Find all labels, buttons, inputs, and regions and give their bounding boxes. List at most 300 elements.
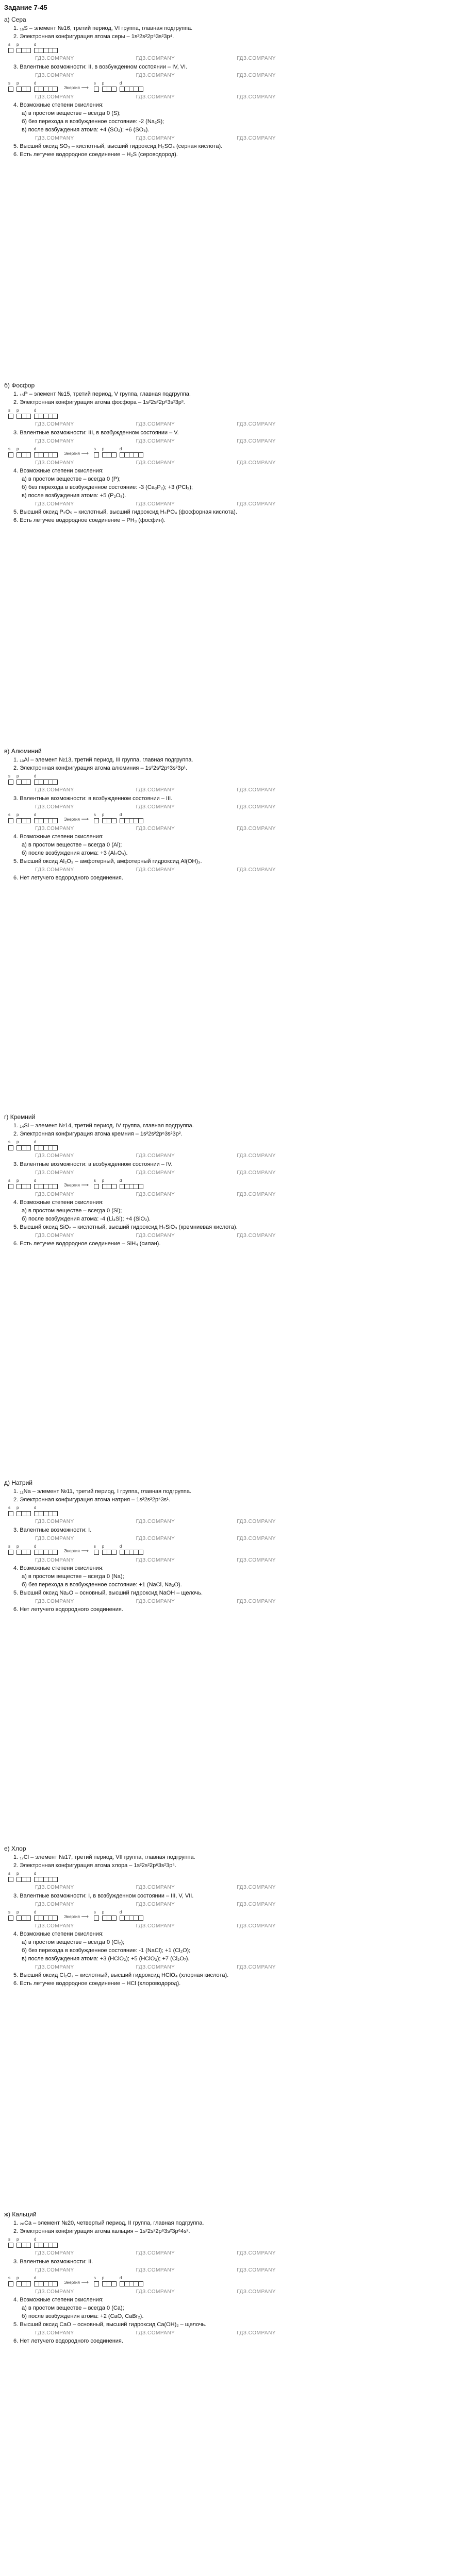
watermark-row: [35, 1557, 458, 1564]
watermark-row: [35, 2250, 458, 2257]
excitation-label: Энергия: [64, 817, 80, 822]
orbital-group: [16, 42, 30, 53]
orbital-cells: [102, 87, 116, 92]
orbital-cell: [8, 1145, 13, 1150]
orbital-label: s: [8, 42, 10, 47]
orbital-group: [34, 1910, 57, 1921]
orbital-label: p: [16, 42, 19, 47]
watermark-row: [35, 1901, 458, 1908]
watermark: ГДЗ.COMPANY: [35, 72, 74, 78]
orbital-group: [16, 1871, 30, 1882]
watermark-row: [35, 501, 458, 508]
watermark: ГДЗ.COMPANY: [237, 825, 276, 832]
orbital-cell: [94, 452, 99, 457]
electron-diagram: [8, 447, 458, 457]
orbital-cell: [8, 1184, 13, 1189]
orbital-label: d: [34, 812, 37, 818]
orbital-cells: [34, 2243, 57, 2248]
orbital-cells: [8, 1916, 13, 1921]
watermark-row: [35, 2267, 458, 2274]
orbital-cell: [138, 452, 143, 457]
orbital-cells: [8, 779, 13, 785]
text-line: 5. Высший оксид SiO₂ – кислотный, высший гидроксид H₂SiO₃ (кремниевая кислота).: [13, 1224, 238, 1230]
watermark: ГДЗ.COMPANY: [136, 1170, 175, 1176]
element-section: [4, 381, 458, 742]
orbital-group: [16, 1544, 30, 1555]
watermark: ГДЗ.COMPANY: [35, 1153, 74, 1159]
watermark: ГДЗ.COMPANY: [35, 421, 74, 428]
orbital-cells: [120, 452, 143, 457]
section-heading: а) Сера: [4, 15, 26, 23]
orbital-group: [8, 1505, 13, 1516]
orbital-label: d: [34, 42, 37, 47]
orbital-group: [120, 1178, 143, 1189]
page-title: Задание 7-45: [4, 4, 47, 11]
sub-line: а) в простом веществе – всегда 0 (Ca);: [22, 2305, 124, 2312]
watermark: ГДЗ.COMPANY: [35, 867, 74, 873]
electron-diagram: [8, 774, 458, 785]
watermark: ГДЗ.COMPANY: [35, 2330, 74, 2336]
section-heading: г) Кремний: [4, 1113, 36, 1121]
orbital-cells: [8, 818, 13, 823]
orbital-cells: [120, 818, 143, 823]
orbital-label: p: [16, 1910, 19, 1915]
orbital-label: p: [102, 2276, 105, 2281]
orbital-label: p: [16, 447, 19, 452]
watermark-row: [35, 1535, 458, 1543]
text-line: 3. Валентные возможности: I, в возбужденном состоянии – III, V, VII.: [13, 1892, 194, 1899]
orbital-cells: [94, 452, 98, 457]
orbital-group: [34, 1140, 57, 1150]
orbital-cells: [16, 2243, 30, 2248]
orbital-label: s: [8, 447, 10, 452]
watermark: ГДЗ.COMPANY: [136, 2330, 175, 2336]
orbital-cell: [111, 452, 117, 457]
text-line: 6. Нет летучего водородного соединения.: [13, 1606, 123, 1613]
watermark: ГДЗ.COMPANY: [237, 1885, 276, 1891]
orbital-cell: [111, 1550, 117, 1555]
watermark: ГДЗ.COMPANY: [237, 1232, 276, 1239]
orbital-label: p: [102, 812, 105, 818]
watermark: ГДЗ.COMPANY: [35, 1557, 74, 1563]
orbital-label: p: [16, 2237, 19, 2242]
orbital-cell: [8, 1916, 13, 1921]
orbital-label: s: [93, 812, 96, 818]
orbital-group: [34, 1505, 57, 1516]
watermark-row: [35, 1518, 458, 1526]
orbital-label: d: [34, 1140, 37, 1145]
orbital-cell: [138, 2281, 143, 2286]
text-line: 3. Валентные возможности: II, в возбужденном состоянии – IV, VI.: [13, 63, 188, 70]
text-line: 6. Нет летучего водородного соединения.: [13, 2338, 123, 2345]
orbital-label: p: [102, 81, 105, 86]
text-line: 5. Высший оксид Na₂O – основный, высший гидроксид NaOH – щелочь.: [13, 1589, 203, 1596]
orbital-cells: [8, 1877, 13, 1882]
text-line: 4. Возможные степени окисления:: [13, 1199, 104, 1206]
orbital-cells: [16, 1877, 30, 1882]
watermark-row: [35, 1232, 458, 1240]
orbital-label: p: [16, 1505, 19, 1511]
excitation-arrow: Энергия ⟶: [64, 1914, 89, 1920]
orbital-label: p: [16, 81, 19, 86]
watermark-row: [35, 2289, 458, 2296]
watermark: ГДЗ.COMPANY: [237, 438, 276, 444]
orbital-cells: [8, 1511, 13, 1516]
orbital-label: s: [93, 1178, 96, 1183]
text-line: 5. Высший оксид Cl₂O₇ – кислотный, высший гидроксид HClO₄ (хлорная кислота).: [13, 1972, 229, 1979]
sub-line: б) без перехода в возбужденное состояние: -3 (Ca₃P₂); +3 (PCl₃);: [22, 484, 193, 491]
orbital-cell: [8, 87, 13, 92]
orbital-group: [94, 2276, 98, 2286]
orbital-group: [102, 2276, 116, 2286]
orbital-group: [94, 447, 98, 457]
orbital-cell: [8, 48, 13, 53]
excitation-arrow: Энергия ⟶: [64, 85, 89, 91]
orbital-cells: [94, 87, 98, 92]
orbital-cell: [53, 1184, 58, 1189]
text-line: 4. Возможные степени окисления:: [13, 102, 104, 109]
orbital-cell: [138, 1916, 143, 1921]
watermark: ГДЗ.COMPANY: [35, 135, 74, 141]
watermark: ГДЗ.COMPANY: [237, 1535, 276, 1541]
sub-line: б) после возбуждения атома: +2 (CaO, CaBr₂).: [22, 2313, 144, 2320]
orbital-cell: [26, 1145, 31, 1150]
orbital-label: p: [16, 408, 19, 413]
orbital-cell: [94, 1550, 99, 1555]
orbital-group: [16, 1178, 30, 1189]
watermark: ГДЗ.COMPANY: [35, 460, 74, 466]
text-line: 1. ₁₇Cl – элемент №17, третий период, VII группа, главная подгруппа.: [13, 1854, 195, 1860]
sub-line: б) без перехода в возбужденное состояние: +1 (NaCl, Na₂O).: [22, 1582, 182, 1588]
orbital-cell: [8, 452, 13, 457]
watermark: ГДЗ.COMPANY: [237, 2330, 276, 2336]
watermark: ГДЗ.COMPANY: [136, 2289, 175, 2295]
watermark: ГДЗ.COMPANY: [35, 2267, 74, 2273]
orbital-cells: [16, 87, 30, 92]
orbital-cell: [111, 2281, 117, 2286]
orbital-group: [16, 1910, 30, 1921]
text-line: 3. Валентные возможности: III, в возбужденном состоянии – V.: [13, 429, 179, 436]
orbital-cells: [120, 1916, 143, 1921]
watermark-row: [35, 1964, 458, 1971]
watermark: ГДЗ.COMPANY: [136, 1598, 175, 1604]
orbital-cells: [8, 1550, 13, 1555]
orbital-group: [8, 42, 13, 53]
orbital-cells: [8, 1145, 13, 1150]
excitation-arrow: Энергия ⟶: [64, 1548, 89, 1554]
excitation-label: Энергия: [64, 1183, 80, 1188]
orbital-cells: [120, 1550, 143, 1555]
text-line: 6. Есть летучее водородное соединение – PH₃ (фосфин).: [13, 517, 166, 524]
orbital-cells: [34, 1877, 57, 1882]
watermark: ГДЗ.COMPANY: [237, 787, 276, 793]
orbital-label: d: [34, 774, 37, 779]
orbital-group: [8, 408, 13, 419]
orbital-cell: [94, 818, 99, 823]
orbital-group: [8, 1871, 13, 1882]
orbital-group: [94, 81, 98, 92]
watermark-row: [35, 72, 458, 79]
orbital-label: d: [119, 812, 122, 818]
orbital-label: s: [8, 1178, 10, 1183]
watermark: ГДЗ.COMPANY: [237, 94, 276, 100]
watermark-row: [35, 1153, 458, 1160]
watermark: ГДЗ.COMPANY: [35, 787, 74, 793]
orbital-group: [34, 81, 57, 92]
orbital-cell: [53, 452, 58, 457]
orbital-cell: [94, 1916, 99, 1921]
text-line: 5. Высший оксид CaO – основный, высший гидроксид Ca(OH)₂ – щелочь.: [13, 2321, 207, 2328]
watermark-row: [35, 804, 458, 811]
orbital-label: d: [34, 2276, 37, 2281]
watermark: ГДЗ.COMPANY: [237, 804, 276, 810]
watermark-row: [35, 1884, 458, 1891]
orbital-label: s: [8, 2237, 10, 2242]
text-line: 1. ₁₃Al – элемент №13, третий период, III группа, главная подгруппа.: [13, 756, 193, 763]
watermark-row: [35, 2330, 458, 2337]
text-line: 1. ₁₅P – элемент №15, третий период, V группа, главная подгруппа.: [13, 391, 191, 397]
text-line: 2. Электронная конфигурация атома хлора – 1s²2s²2p⁶3s²3p⁵.: [13, 1862, 176, 1869]
orbital-group: [8, 812, 13, 823]
orbital-label: d: [34, 408, 37, 413]
watermark: ГДЗ.COMPANY: [35, 1191, 74, 1197]
orbital-cell: [94, 2281, 99, 2286]
watermark: ГДЗ.COMPANY: [136, 501, 175, 507]
orbital-label: s: [8, 1140, 10, 1145]
orbital-cell: [94, 87, 99, 92]
watermark-row: [35, 438, 458, 445]
orbital-cells: [16, 2281, 30, 2286]
orbital-cell: [53, 779, 58, 785]
watermark: ГДЗ.COMPANY: [237, 501, 276, 507]
orbital-group: [8, 1140, 13, 1150]
electron-diagram: [8, 81, 458, 92]
watermark: ГДЗ.COMPANY: [136, 1923, 175, 1929]
text-line: 6. Есть летучее водородное соединение – SiH₄ (силан).: [13, 1241, 161, 1247]
watermark: ГДЗ.COMPANY: [237, 1557, 276, 1563]
orbital-cells: [120, 2281, 143, 2286]
watermark: ГДЗ.COMPANY: [136, 1885, 175, 1891]
orbital-cell: [8, 1550, 13, 1555]
watermark-row: [35, 55, 458, 62]
electron-diagram: [8, 42, 458, 53]
text-line: 3. Валентные возможности: в возбужденном состоянии – IV.: [13, 1161, 173, 1167]
text-line: 3. Валентные возможности: в возбужденном состоянии – III.: [13, 795, 173, 802]
text-line: 3. Валентные возможности: I.: [13, 1527, 92, 1533]
watermark: ГДЗ.COMPANY: [136, 460, 175, 466]
orbital-group: [16, 408, 30, 419]
element-section: [4, 1113, 458, 1473]
orbital-cell: [26, 414, 31, 419]
sub-line: в) после возбуждения атома: +5 (P₂O₅).: [22, 492, 126, 499]
watermark: ГДЗ.COMPANY: [136, 421, 175, 428]
orbital-cell: [53, 1550, 58, 1555]
orbital-cell: [26, 87, 31, 92]
orbital-label: d: [34, 1910, 37, 1915]
electron-diagram: [8, 1178, 458, 1189]
watermark: ГДЗ.COMPANY: [136, 1519, 175, 1525]
sub-line: а) в простом веществе – всегда 0 (Al);: [22, 842, 122, 849]
orbital-group: [102, 447, 116, 457]
orbital-label: s: [93, 81, 96, 86]
orbital-cell: [53, 87, 58, 92]
orbital-cells: [16, 1145, 30, 1150]
orbital-group: [8, 1178, 13, 1189]
watermark: ГДЗ.COMPANY: [136, 1964, 175, 1970]
orbital-group: [8, 2276, 13, 2286]
text-line: 5. Высший оксид Al₂O₃ – амфотерный, амфотерный гидроксид Al(OH)₃.: [13, 858, 202, 865]
orbital-label: d: [119, 1544, 122, 1549]
orbital-group: [94, 812, 98, 823]
watermark: ГДЗ.COMPANY: [136, 1901, 175, 1907]
orbital-cell: [53, 818, 58, 823]
watermark: ГДЗ.COMPANY: [35, 2250, 74, 2257]
text-line: 4. Возможные степени окисления:: [13, 1565, 104, 1572]
orbital-label: p: [16, 812, 19, 818]
orbital-cells: [34, 1511, 57, 1516]
watermark: ГДЗ.COMPANY: [136, 2250, 175, 2257]
watermark: ГДЗ.COMPANY: [136, 1535, 175, 1541]
watermark: ГДЗ.COMPANY: [35, 501, 74, 507]
orbital-label: s: [8, 1871, 10, 1876]
orbital-label: s: [8, 408, 10, 413]
electron-diagram: [8, 1140, 458, 1150]
orbital-group: [8, 1910, 13, 1921]
watermark: ГДЗ.COMPANY: [237, 2289, 276, 2295]
orbital-cell: [26, 1511, 31, 1516]
excitation-label: Энергия: [64, 2280, 80, 2285]
orbital-cells: [8, 2243, 13, 2248]
orbital-cell: [8, 2281, 13, 2286]
watermark: ГДЗ.COMPANY: [136, 1153, 175, 1159]
orbital-cells: [34, 48, 57, 53]
orbital-cell: [26, 1184, 31, 1189]
orbital-group: [102, 1178, 116, 1189]
orbital-cells: [94, 1550, 98, 1555]
element-section: [4, 1844, 458, 2205]
orbital-label: s: [93, 2276, 96, 2281]
orbital-cell: [26, 48, 31, 53]
orbital-cells: [120, 1184, 143, 1189]
orbital-cells: [8, 87, 13, 92]
watermark: ГДЗ.COMPANY: [237, 56, 276, 62]
orbital-label: s: [93, 1910, 96, 1915]
electron-diagram: [8, 1910, 458, 1921]
sub-line: б) после возбуждения атома: +3 (Al₂O₃).: [22, 850, 128, 857]
watermark: ГДЗ.COMPANY: [35, 94, 74, 100]
orbital-cells: [120, 87, 143, 92]
watermark: ГДЗ.COMPANY: [35, 1519, 74, 1525]
orbital-label: s: [8, 1910, 10, 1915]
text-line: 4. Возможные степени окисления:: [13, 468, 104, 474]
sections-container: [4, 15, 458, 2576]
text-line: 4. Возможные степени окисления:: [13, 2297, 104, 2303]
orbital-group: [34, 812, 57, 823]
orbital-group: [8, 447, 13, 457]
watermark-row: [35, 825, 458, 833]
orbital-group: [34, 2237, 57, 2248]
watermark: ГДЗ.COMPANY: [35, 1964, 74, 1970]
orbital-group: [120, 2276, 143, 2286]
watermark: ГДЗ.COMPANY: [35, 56, 74, 62]
watermark: ГДЗ.COMPANY: [237, 1923, 276, 1929]
orbital-cell: [111, 87, 117, 92]
orbital-label: s: [8, 81, 10, 86]
orbital-label: p: [102, 447, 105, 452]
orbital-cells: [34, 452, 57, 457]
electron-diagram: [8, 2276, 458, 2286]
orbital-group: [120, 1910, 143, 1921]
watermark: ГДЗ.COMPANY: [136, 94, 175, 100]
sub-line: б) после возбуждения атома: -4 (Li₄Si); +4 (SiO₂).: [22, 1216, 151, 1223]
orbital-label: d: [34, 447, 37, 452]
orbital-cell: [111, 1184, 117, 1189]
orbital-group: [16, 447, 30, 457]
orbital-group: [8, 1544, 13, 1555]
excitation-label: Энергия: [64, 1549, 80, 1554]
sub-line: в) после возбуждения атома: +3 (HClO₂); +5 (HClO₃); +7 (Cl₂O₇).: [22, 1955, 190, 1962]
orbital-cells: [16, 1550, 30, 1555]
orbital-cells: [94, 818, 98, 823]
orbital-group: [16, 1505, 30, 1516]
orbital-label: p: [16, 1544, 19, 1549]
orbital-cells: [16, 48, 30, 53]
excitation-label: Энергия: [64, 86, 80, 91]
text-line: 2. Электронная конфигурация атома кальция – 1s²2s²2p⁶3s²3p⁶4s².: [13, 2228, 190, 2234]
orbital-label: d: [34, 1178, 37, 1183]
watermark: ГДЗ.COMPANY: [35, 1923, 74, 1929]
text-line: 2. Электронная конфигурация атома натрия – 1s²2s²2p⁶3s¹.: [13, 1496, 170, 1503]
orbital-label: d: [34, 1871, 37, 1876]
watermark-row: [35, 1170, 458, 1177]
sub-line: в) после возбуждения атома: +4 (SO₂); +6 (SO₃).: [22, 126, 150, 133]
orbital-group: [16, 2237, 30, 2248]
orbital-label: p: [16, 774, 19, 779]
orbital-cell: [111, 818, 117, 823]
orbital-cells: [16, 414, 30, 419]
orbital-cells: [34, 818, 57, 823]
text-line: 1. ₁₄Si – элемент №14, третий период, IV группа, главная подгруппа.: [13, 1122, 194, 1129]
orbital-cells: [16, 1511, 30, 1516]
watermark: ГДЗ.COMPANY: [237, 72, 276, 78]
orbital-cells: [8, 1184, 13, 1189]
text-line: 4. Возможные степени окисления:: [13, 1931, 104, 1938]
watermark-row: [35, 867, 458, 874]
orbital-label: p: [102, 1910, 105, 1915]
watermark-row: [35, 94, 458, 101]
orbital-label: s: [8, 774, 10, 779]
orbital-group: [120, 447, 143, 457]
orbital-group: [120, 1544, 143, 1555]
watermark: ГДЗ.COMPANY: [136, 2267, 175, 2273]
orbital-label: d: [34, 81, 37, 86]
sub-line: а) в простом веществе – всегда 0 (Si);: [22, 1208, 122, 1214]
orbital-label: s: [8, 812, 10, 818]
orbital-cells: [8, 48, 13, 53]
orbital-cell: [8, 1877, 13, 1882]
watermark: ГДЗ.COMPANY: [136, 72, 175, 78]
orbital-group: [34, 447, 57, 457]
orbital-cell: [8, 2243, 13, 2248]
orbital-group: [34, 1871, 57, 1882]
text-line: 1. ₁₆S – элемент №16, третий период, VI группа, главная подгруппа.: [13, 25, 193, 31]
text-line: 4. Возможные степени окисления:: [13, 834, 104, 840]
orbital-label: d: [119, 1178, 122, 1183]
text-line: 6. Есть летучее водородное соединение – HCl (хлороводород).: [13, 1980, 181, 1987]
watermark: ГДЗ.COMPANY: [136, 787, 175, 793]
excitation-arrow: Энергия ⟶: [64, 817, 89, 823]
sub-line: б) без перехода в возбужденное состояние: -2 (Na₂S);: [22, 118, 164, 125]
